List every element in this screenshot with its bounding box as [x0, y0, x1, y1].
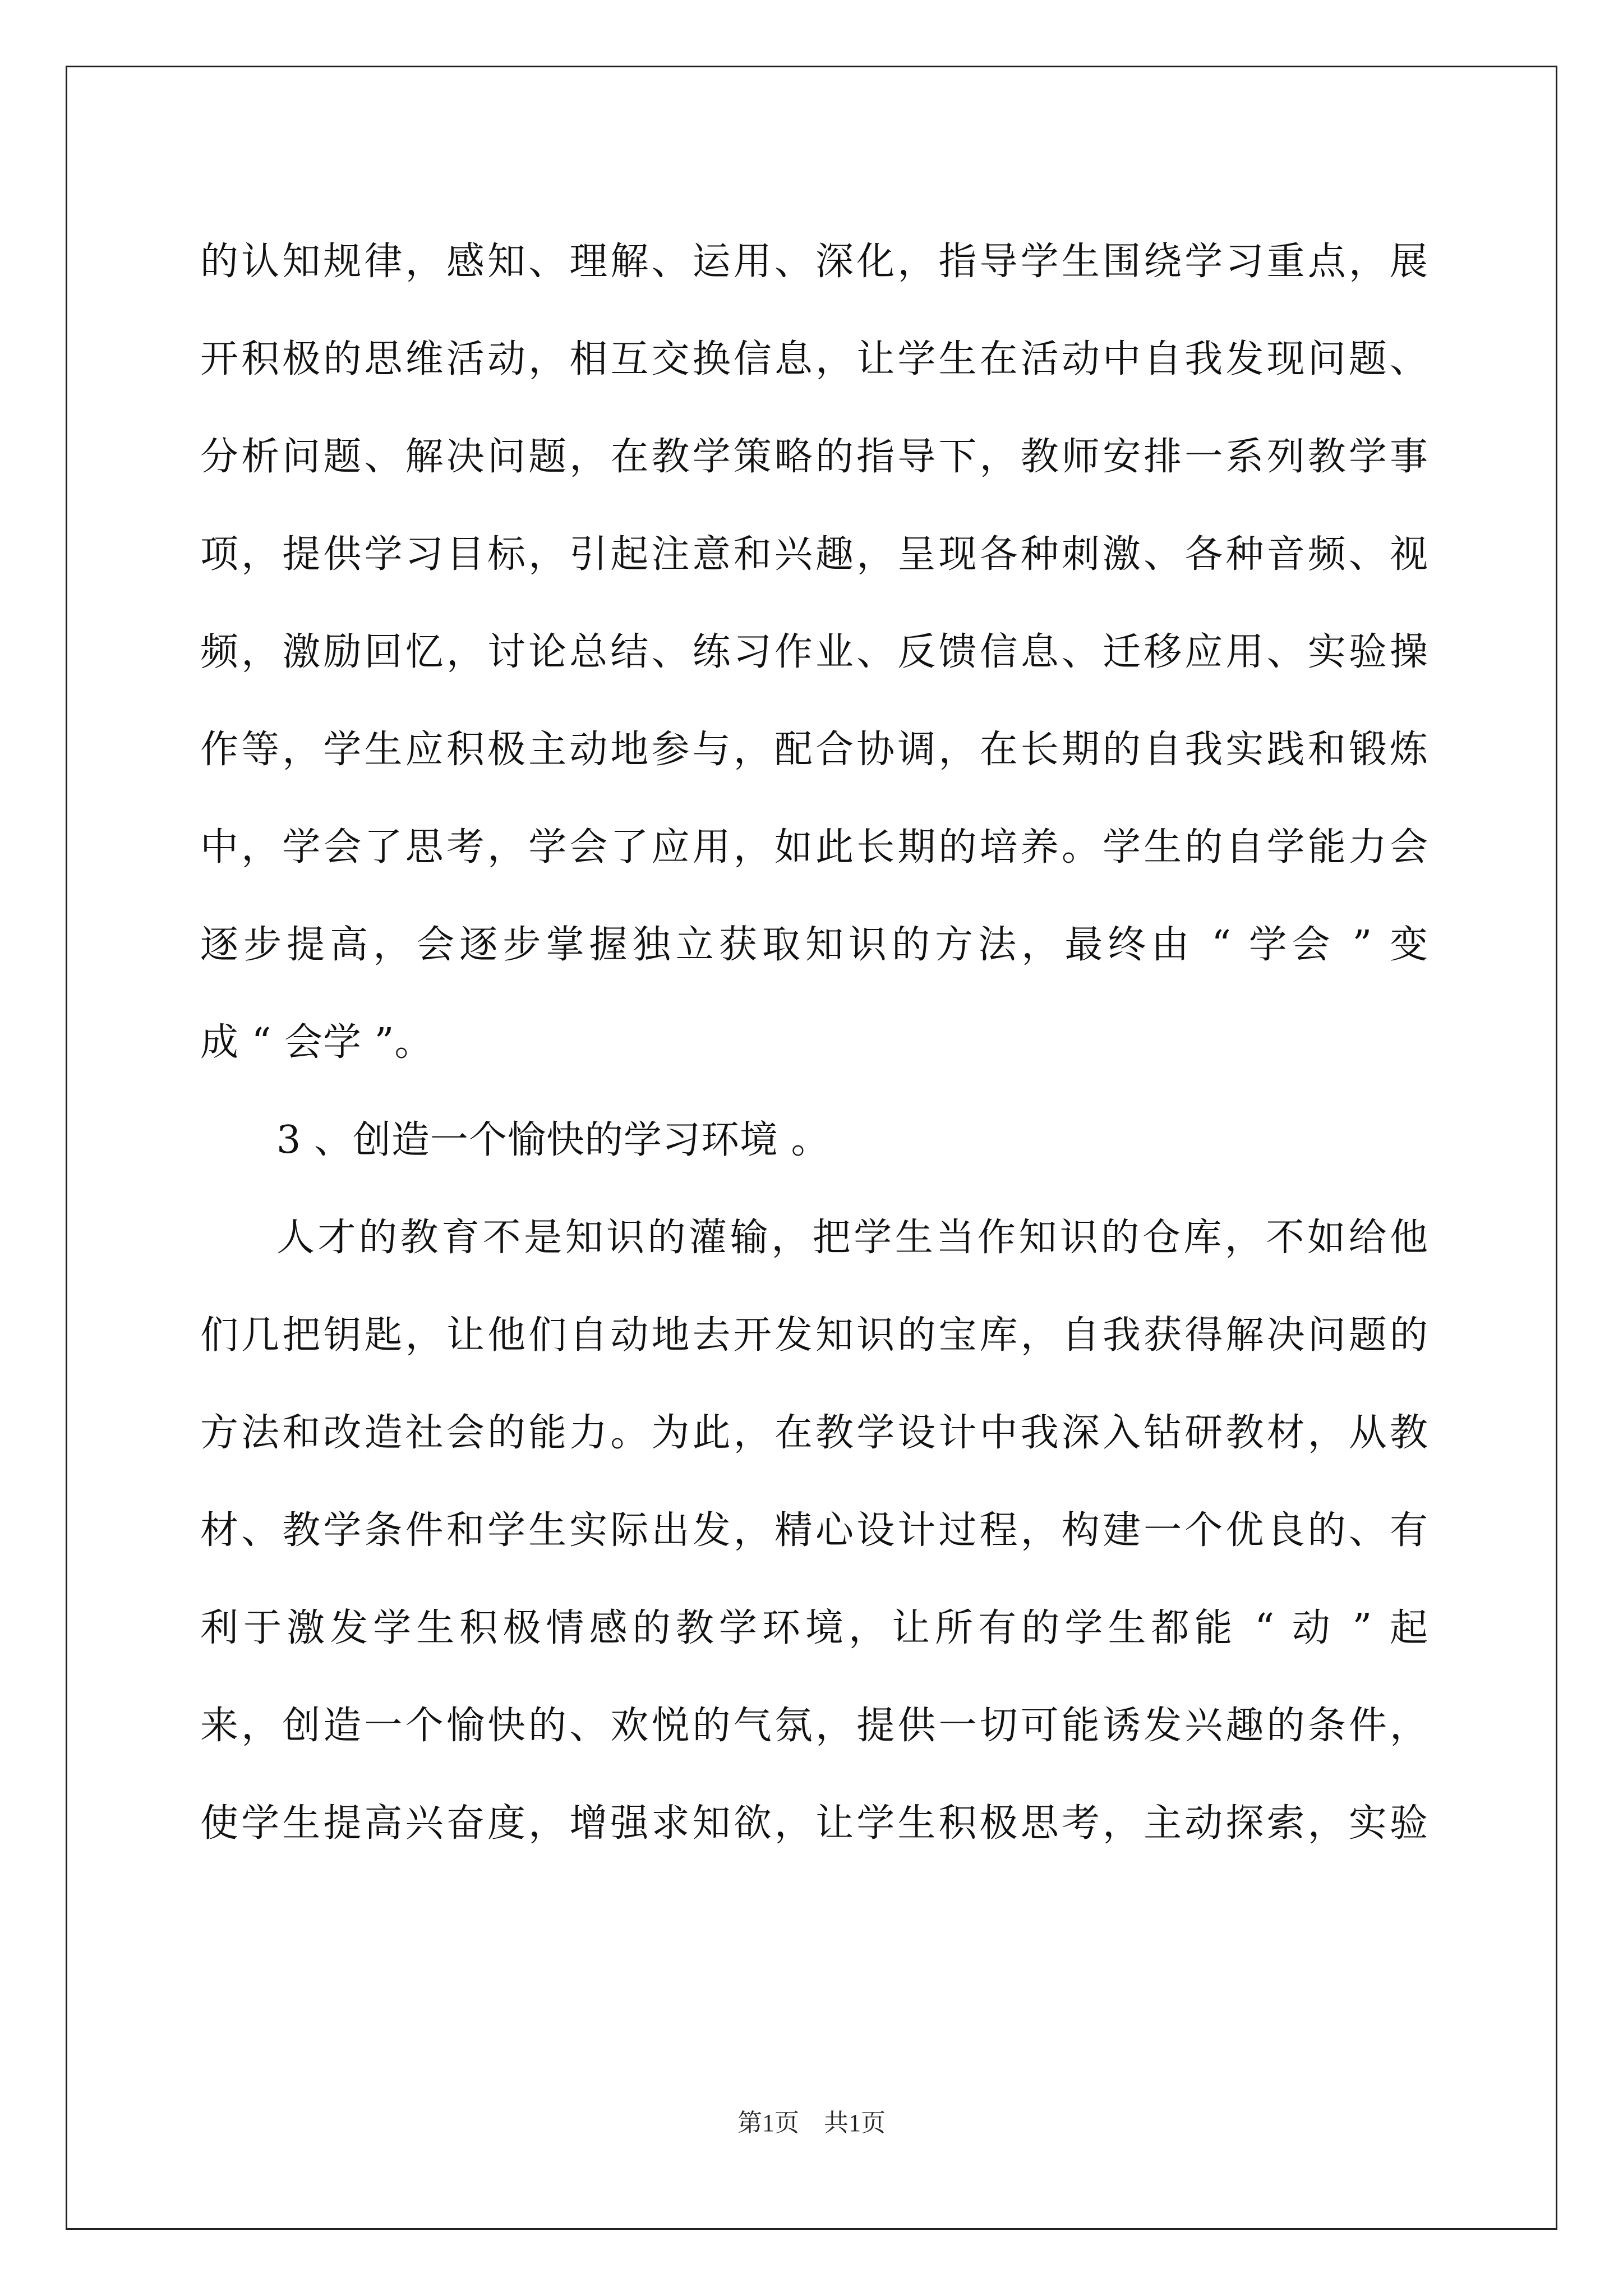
text-line: 开积极的思维活动，相互交换信息，让学生在活动中自我发现问题、: [200, 337, 1428, 381]
text-line: 频，激励回忆，讨论总结、练习作业、反馈信息、迁移应用、实验操: [200, 630, 1428, 674]
text-line: 们几把钥匙，让他们自动地去开发知识的宝库，自我获得解决问题的: [200, 1313, 1428, 1358]
text-line: 成 “ 会学 ”。: [200, 1020, 434, 1065]
document-body: [200, 213, 1428, 1872]
text-line: 项，提供学习目标，引起注意和兴趣，呈现各种刺激、各种音频、视: [200, 532, 1428, 577]
section-heading: 3 、创造一个愉快的学习环境 。: [276, 1118, 830, 1162]
text-line: 利于激发学生积极情感的教学环境，让所有的学生都能 “ 动 ” 起: [200, 1606, 1428, 1650]
text-line: 人才的教育不是知识的灌输，把学生当作知识的仓库，不如给他: [276, 1216, 1428, 1260]
text-line: 分析问题、解决问题，在教学策略的指导下，教师安排一系列教学事: [200, 435, 1428, 479]
text-line: 来，创造一个愉快的、欢悦的气氛，提供一切可能诱发兴趣的条件，: [200, 1704, 1428, 1748]
text-line: 的认知规律，感知、理解、运用、深化，指导学生围绕学习重点，展: [200, 240, 1428, 284]
text-line: 材、教学条件和学生实际出发，精心设计过程，构建一个优良的、有: [200, 1508, 1428, 1553]
page-footer: 第1页 共1页: [737, 2109, 886, 2137]
text-line: 方法和改造社会的能力。为此，在教学设计中我深入钻研教材，从教: [200, 1411, 1428, 1455]
text-line: 逐步提高，会逐步掌握独立获取知识的方法，最终由 “ 学会 ” 变: [200, 923, 1428, 967]
text-line: 使学生提高兴奋度，增强求知欲，让学生积极思考，主动探索，实验: [200, 1801, 1428, 1846]
text-line: 中，学会了思考，学会了应用，如此长期的培养。学生的自学能力会: [200, 825, 1428, 869]
text-line: 作等，学生应积极主动地参与，配合协调，在长期的自我实践和锻炼: [200, 728, 1428, 772]
